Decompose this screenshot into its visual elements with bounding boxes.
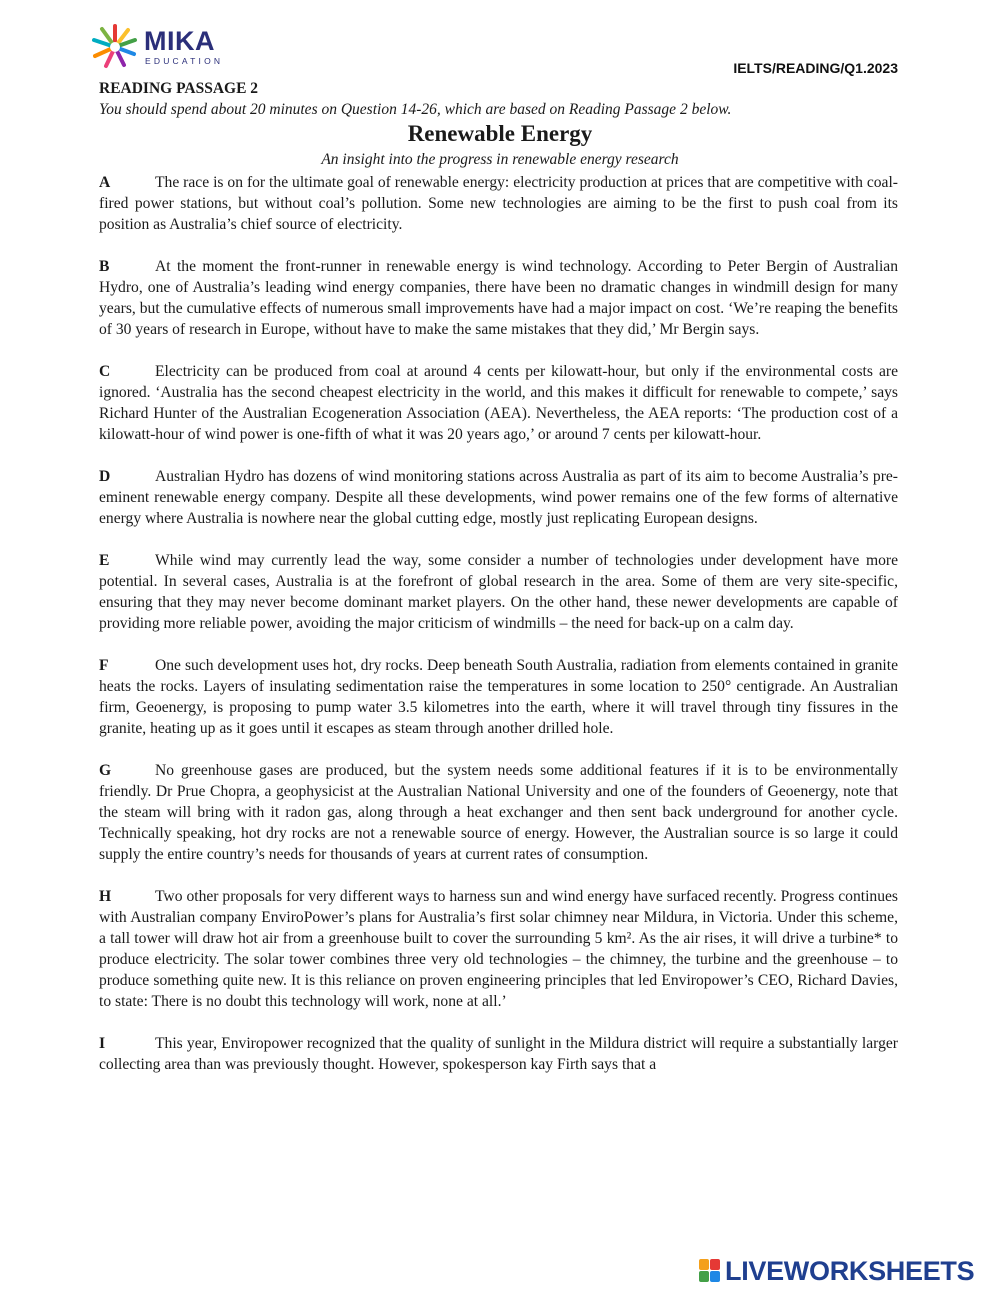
logo-wordmark: MIKA: [144, 26, 215, 56]
liveworksheets-logo[interactable]: [699, 1256, 995, 1286]
paragraph-letter: B: [99, 258, 110, 275]
paragraph-i: [99, 1033, 898, 1075]
paragraph-e: [99, 550, 898, 634]
paragraph-f: [99, 655, 898, 739]
passage-body: [99, 172, 898, 1096]
passage-label: READING PASSAGE 2: [99, 80, 259, 97]
liveworksheets-blocks-icon: [699, 1259, 721, 1283]
paragraph-letter: I: [99, 1035, 106, 1052]
document-code: IELTS/READING/Q1.2023: [733, 60, 898, 76]
paragraph-text: Australian Hydro has dozens of wind monitoring stations across Australia as part of its aim to become Australia’s pre-eminent renewable energy company. Despite all these developments, wind power remains one of the few forms of alternative energy where Australia is nowhere near the global cutting edge, mostly just replicating European designs.: [99, 468, 898, 527]
paragraph-text: Two other proposals for very different ways to harness sun and wind energy have surfaced recently. Progress continues with Australian company EnviroPower’s plans for Australia’s first solar chimney near Mildura, in Victoria. Under this scheme, a tall tower will draw hot air from a greenhouse built to cover the surrounding 5 km². As the air rises, it will drive a turbine* to produce electricity. The solar tower combines three very old technologies – the chimney, the turbine and the greenhouse – to produce something quite new. It is this reliance on proven engineering principles that led Enviropower’s CEO, Richard Davies, to state: There is no doubt this technology will work, none at all.’: [99, 888, 898, 1010]
paragraph-text: At the moment the front-runner in renewable energy is wind technology. According to Peter Bergin of Australian Hydro, one of Australia’s leading wind energy companies, there have been no dramatic changes in windmill design for many years, but the cumulative effects of numerous small improvements have had a major impact on cost. ‘We’re reaping the benefits of 30 years of research in Europe, without have to make the same mistakes that they did,’ Mr Bergin says.: [99, 258, 898, 338]
mika-burst-icon: [88, 22, 142, 72]
paragraph-h: [99, 886, 898, 1012]
paragraph-letter: H: [99, 888, 112, 905]
paragraph-text: The race is on for the ultimate goal of renewable energy: electricity production at prices that are competitive with coal-fired power stations, but without coal’s pollution. Some new technologies are aiming to be the first to push coal from its position as Australia’s chief source of electricity.: [99, 174, 898, 233]
paragraph-letter: E: [99, 552, 110, 569]
paragraph-d: [99, 466, 898, 529]
passage-subtitle: An insight into the progress in renewable energy research: [321, 151, 679, 168]
passage-title: Renewable Energy: [407, 121, 593, 146]
paragraph-letter: F: [99, 657, 109, 674]
paragraph-text: Electricity can be produced from coal at around 4 cents per kilowatt-hour, but only if the environmental costs are ignored. ‘Australia has the second cheapest electricity in the world, and this makes it difficult for renewable to compete,’ says Richard Hunter of the Australian Ecogeneration Association (AEA). Nevertheless, the AEA reports: ‘The production cost of a kilowatt-hour of wind power is one-fifth of what it was 20 years ago,’ or around 7 cents per kilowatt-hour.: [99, 363, 898, 443]
paragraph-c: [99, 361, 898, 445]
paragraph-b: [99, 256, 898, 340]
paragraph-text: No greenhouse gases are produced, but the system needs some additional features if it is to be environmentally friendly. Dr Prue Chopra, a geophysicist at the Australian National University and one of the founders of Geoenergy, note that the steam will bring with it radon gas, along through a heat exchanger and then sent back underground for another cycle. Technically speaking, hot dry rocks are not a renewable source of energy. However, the Australian source is so large it could supply the entire country’s needs for thousands of years at current rates of consumption.: [99, 762, 898, 863]
paragraph-text: While wind may currently lead the way, some consider a number of technologies under development have more potential. In several cases, Australia is at the forefront of global research in the area. Some of them are very site-specific, ensuring that they may never become dominant market players. On the other hand, these newer developments are capable of providing more reliable power, avoiding the major criticism of windmills – the need for back-up on a calm day.: [99, 552, 898, 632]
paragraph-letter: A: [99, 174, 111, 191]
mika-education-logo: [88, 22, 238, 72]
paragraph-a: [99, 172, 898, 235]
instructions: You should spend about 20 minutes on Question 14-26, which are based on Reading Passage 2 below.: [99, 101, 732, 118]
paragraph-letter: C: [99, 363, 111, 380]
liveworksheets-wordmark: LIVEWORKSHEETS: [725, 1256, 975, 1286]
paragraph-letter: D: [99, 468, 111, 485]
paragraph-text: This year, Enviropower recognized that the quality of sunlight in the Mildura district will require a substantially larger collecting area than was previously thought. However, spokesperson kay Firth says that a: [99, 1035, 898, 1073]
paragraph-letter: G: [99, 762, 112, 779]
logo-subtext: EDUCATION: [145, 56, 224, 66]
paragraph-g: [99, 760, 898, 865]
paragraph-text: One such development uses hot, dry rocks. Deep beneath South Australia, radiation from elements contained in granite heats the rocks. Layers of insulating sedimentation raise the temperatures in some location to 250° centigrade. An Australian firm, Geoenergy, is proposing to pump water 3.5 kilometres into the earth, where it will travel through tiny fissures in the granite, heating up as it goes until it escapes as steam through another drilled hole.: [99, 657, 898, 737]
